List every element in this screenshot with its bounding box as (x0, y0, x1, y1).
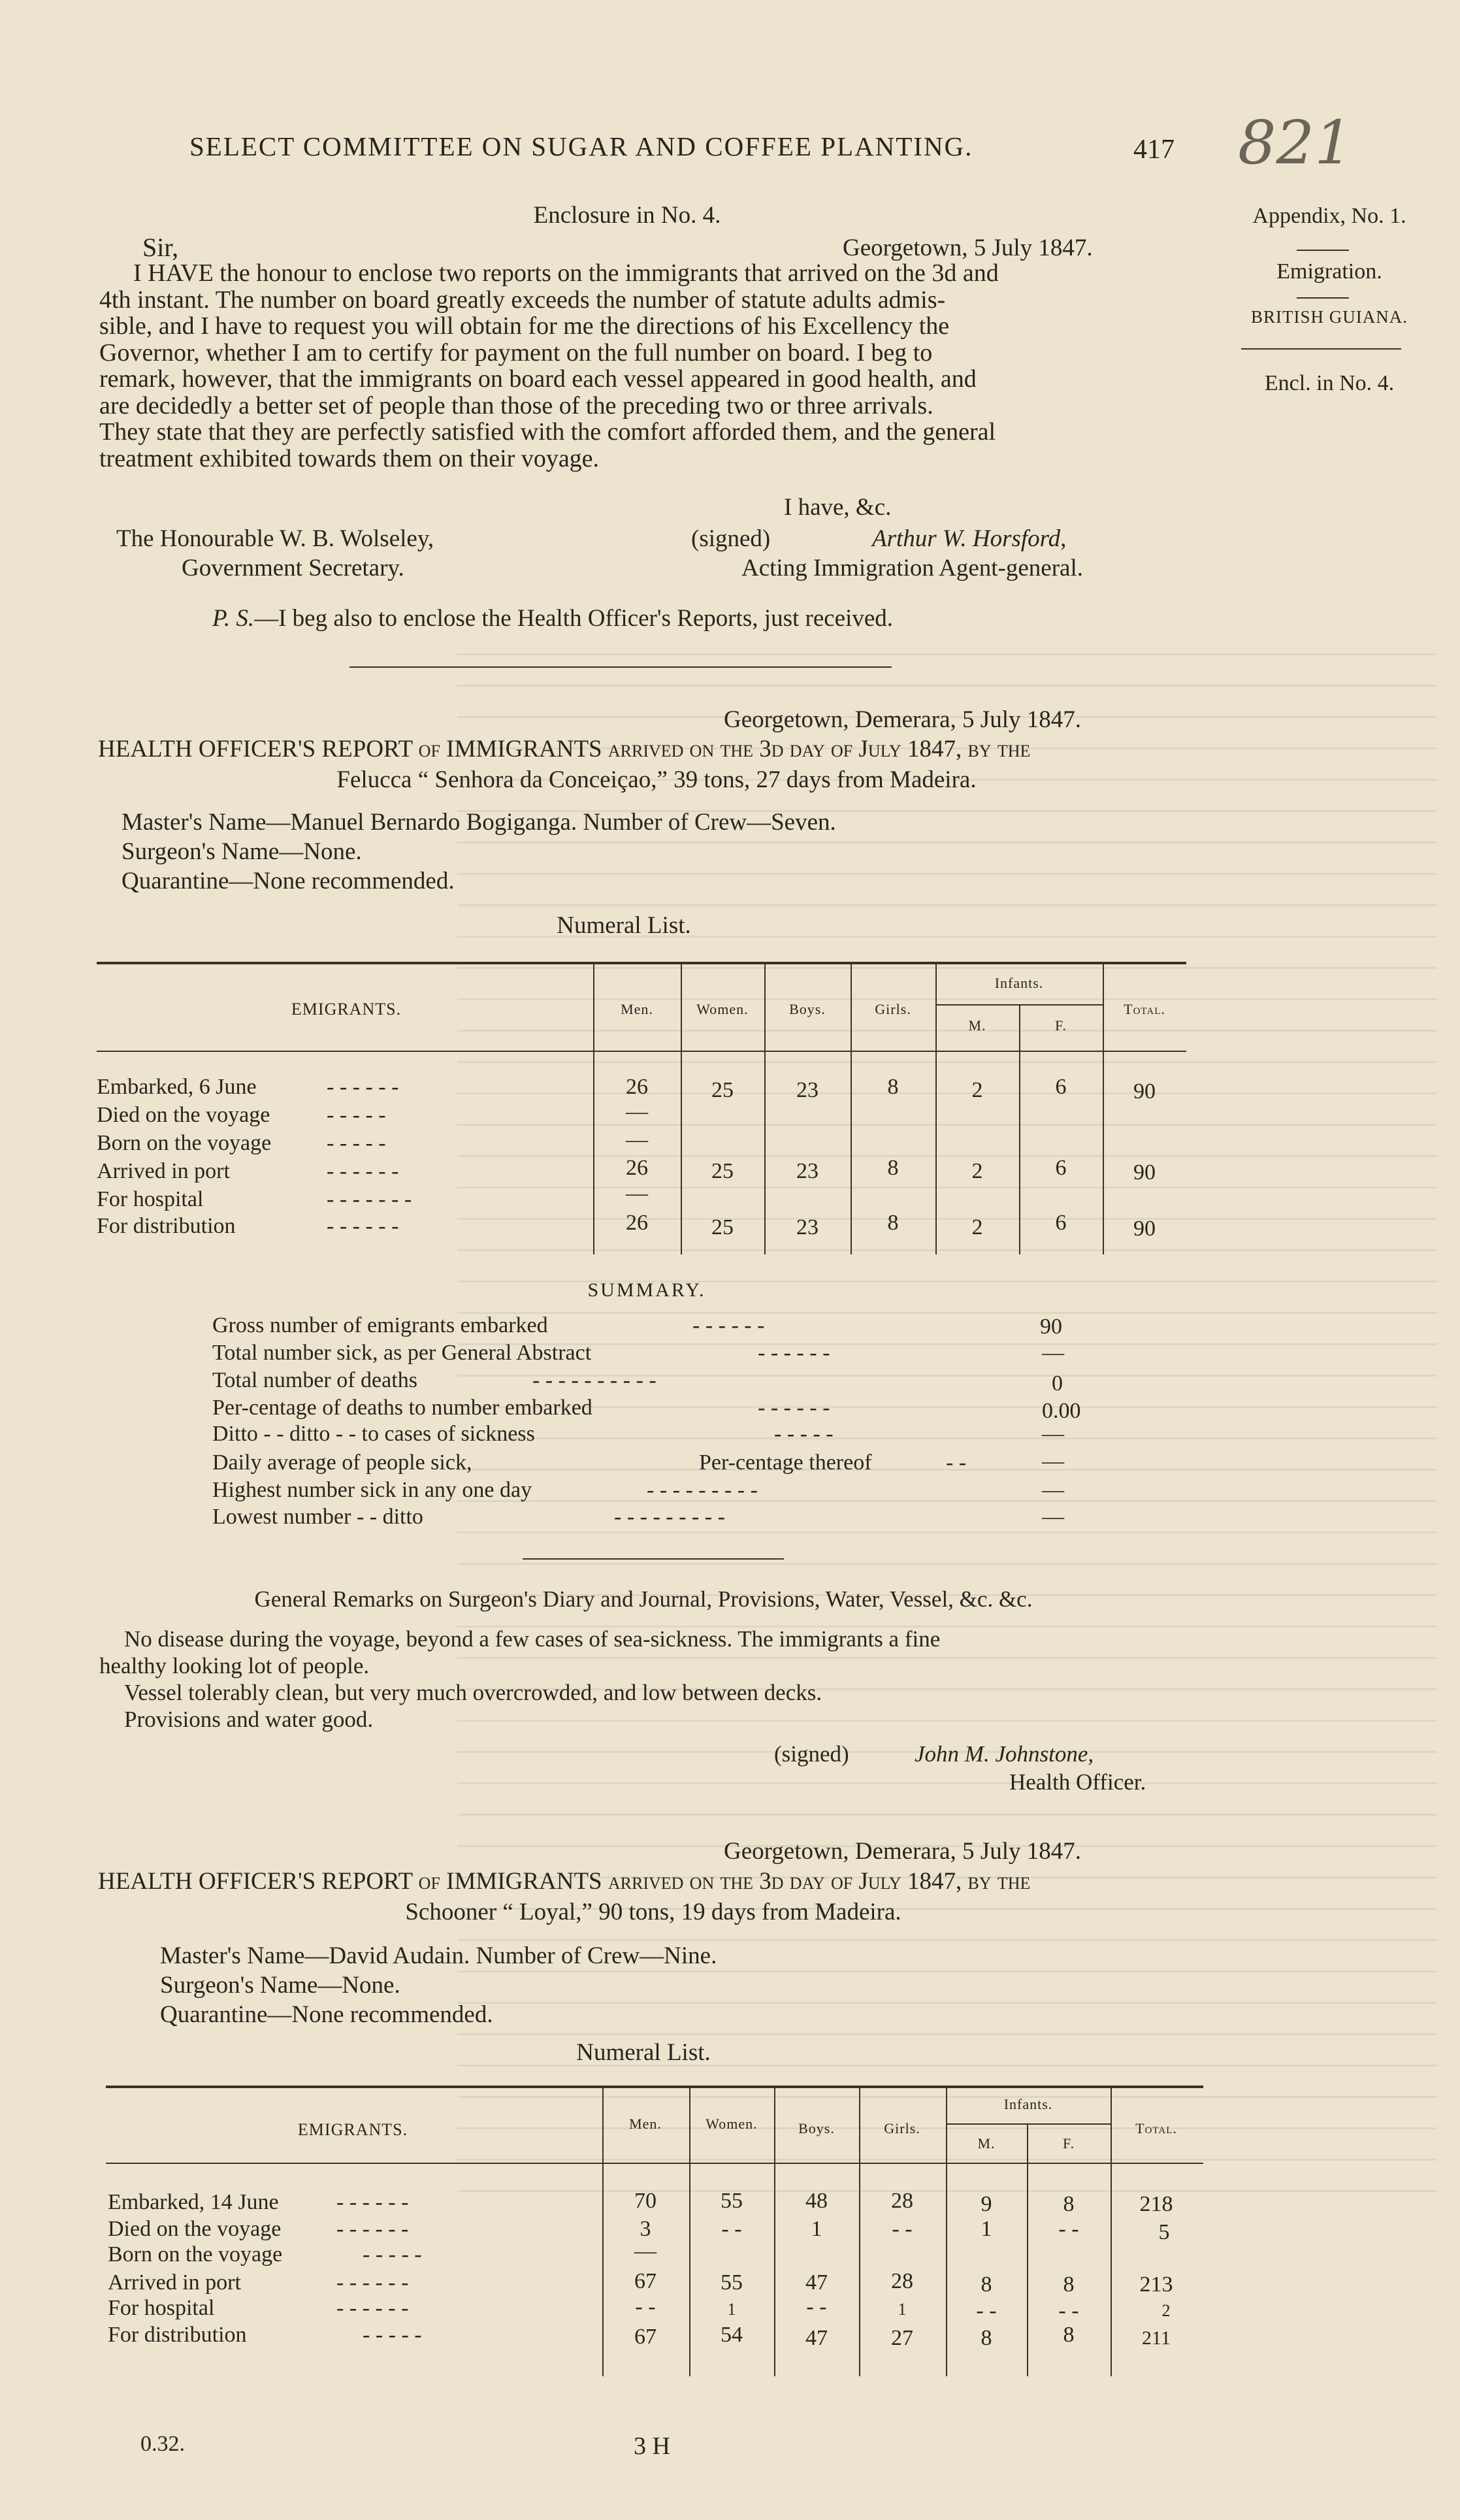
summary-mid: Per-centage thereof (699, 1450, 872, 1475)
col-header-women: Women. (696, 1001, 749, 1017)
col-header-men: Men. (621, 1001, 653, 1017)
report1-signed: (signed) (774, 1741, 849, 1767)
summary-dots: - - - - - - - - - (614, 1505, 725, 1529)
col-header-girls: Girls. (884, 2120, 920, 2136)
cell-total: 2 (1161, 2301, 1171, 2320)
table-col-rule (602, 2086, 604, 2376)
cell-men: — (626, 1128, 648, 1152)
row-label: Born on the voyage (97, 1131, 272, 1155)
cell-boys: 23 (796, 1078, 819, 1102)
summary-heading: SUMMARY. (587, 1279, 706, 1301)
table-col-rule (689, 2086, 690, 2376)
cell-men: 70 (634, 2189, 657, 2213)
letter-line: remark, however, that the immigrants on board each vessel appeared in good health, and (99, 365, 977, 393)
table-header-rule (97, 1051, 1186, 1052)
summary-label: Lowest number - - ditto (212, 1505, 423, 1529)
section-divider (523, 1558, 784, 1560)
margin-rule (1297, 297, 1349, 299)
table-col-rule (935, 962, 937, 1254)
row-dots: - - - - - - (327, 1214, 399, 1238)
bleed-through (457, 653, 1437, 2221)
remarks-body (99, 1626, 940, 1733)
cell-infants-f: 8 (1063, 2323, 1075, 2347)
cell-infants-m: 8 (981, 2326, 992, 2350)
cell-total: 218 (1139, 2192, 1173, 2216)
report2-surgeon: Surgeon's Name—None. (160, 1972, 400, 1999)
cell-infants-m: 2 (971, 1159, 983, 1183)
cell-boys: 48 (805, 2189, 828, 2213)
cell-girls: 8 (887, 1211, 899, 1235)
cell-boys: 47 (805, 2326, 828, 2350)
row-dots: - - - - - - - (327, 1187, 412, 1211)
row-label: For distribution (108, 2323, 247, 2347)
cell-boys: 23 (796, 1215, 819, 1239)
summary-value: — (1042, 1478, 1064, 1502)
col-header-infants-f: F. (1063, 2135, 1075, 2152)
summary-label: Total number sick, as per General Abstract (212, 1341, 592, 1365)
cell-boys: - - (806, 2295, 827, 2319)
letter-body (99, 260, 999, 472)
table-col-rule (1111, 2086, 1112, 2376)
cell-women: 25 (711, 1215, 734, 1239)
summary-value: — (1042, 1449, 1064, 1473)
row-dots: - - - - - (327, 1103, 386, 1127)
row-label: Embarked, 14 June (108, 2190, 279, 2214)
signatory-title: Acting Immigration Agent-general. (741, 555, 1083, 581)
table-header-rule (106, 2163, 1203, 2164)
letter-closing: I have, &c. (784, 494, 892, 521)
row-label: Arrived in port (97, 1159, 230, 1183)
report1-heading-line1: HEALTH OFFICER'S REPORT of IMMIGRANTS arrived on the 3d day of July 1847, by the (98, 736, 1031, 762)
table-col-rule (593, 962, 594, 1254)
report2-place-date: Georgetown, Demerara, 5 July 1847. (724, 1838, 1081, 1865)
cell-infants-f: 6 (1055, 1156, 1067, 1180)
cell-total: 5 (1158, 2220, 1170, 2244)
remarks-heading: General Remarks on Surgeon's Diary and Journal, Provisions, Water, Vessel, &c. &c. (254, 1586, 1033, 1612)
cell-infants-m: - - (976, 2299, 997, 2323)
summary-dots: - - - - - - (758, 1396, 830, 1420)
cell-men: - - (635, 2295, 656, 2319)
table-col-rule (851, 962, 852, 1254)
summary-label: Ditto - - ditto - - to cases of sickness (212, 1422, 535, 1446)
cell-infants-f: - - (1058, 2217, 1079, 2241)
row-label: Died on the voyage (108, 2217, 282, 2241)
summary-dots: - - (946, 1450, 967, 1475)
summary-value: 0 (1052, 1371, 1063, 1396)
cell-women: 25 (711, 1159, 734, 1183)
report1-heading-line2: Felucca “ Senhora da Conceiçao,” 39 tons, 27 days from Madeira. (336, 766, 977, 793)
cell-women: 25 (711, 1078, 734, 1102)
infants-rule (946, 2123, 1111, 2125)
row-dots: - - - - - - (336, 2217, 409, 2241)
letter-place-date: Georgetown, 5 July 1847. (843, 235, 1093, 261)
cell-total: 90 (1133, 1079, 1156, 1104)
cell-infants-m: 9 (981, 2192, 992, 2216)
cell-infants-f: 8 (1063, 2272, 1075, 2297)
letter-line: 4th instant. The number on board greatly exceeds the number of statute adults admis- (99, 286, 946, 314)
cell-infants-f: 6 (1055, 1075, 1067, 1099)
report1-numeral-list: Numeral List. (557, 912, 691, 939)
cell-girls: 8 (887, 1156, 899, 1180)
col-header-girls: Girls. (875, 1001, 911, 1017)
letter-line: sible, and I have to request you will obtain for me the directions of his Excellency the (99, 312, 950, 340)
col-header-men: Men. (629, 2116, 662, 2132)
section-divider (349, 666, 892, 668)
report2-master: Master's Name—David Audain. Number of Crew—Nine. (160, 1942, 717, 1969)
margin-enclosure: Encl. in No. 4. (1264, 371, 1395, 395)
cell-men: 26 (626, 1075, 648, 1099)
cell-total: 90 (1133, 1160, 1156, 1185)
letter-line: Governor, whether I am to certify for payment on the full number on board. I beg to (99, 338, 933, 367)
report2-quarantine: Quarantine—None recommended. (160, 2001, 493, 2028)
table-col-rule (1019, 1004, 1020, 1254)
cell-total: 90 (1133, 1217, 1156, 1241)
margin-colony: BRITISH GUIANA. (1251, 307, 1408, 327)
row-dots: - - - - - - (336, 2296, 409, 2320)
cell-infants-m: 2 (971, 1078, 983, 1102)
ps-text: —I beg also to enclose the Health Officer's Reports, just received. (254, 605, 894, 632)
col-header-emigrants: EMIGRANTS. (297, 2120, 408, 2139)
col-header-boys: Boys. (789, 1001, 826, 1017)
cell-girls: 28 (891, 2269, 913, 2293)
summary-value: — (1042, 1505, 1064, 1529)
cell-women: 55 (721, 2270, 743, 2295)
cell-men: 26 (626, 1156, 648, 1180)
row-label: Born on the voyage (108, 2242, 283, 2266)
cell-men: 67 (634, 2269, 657, 2293)
cell-infants-f: 8 (1063, 2192, 1075, 2216)
row-label: For distribution (97, 1214, 236, 1238)
margin-topic: Emigration. (1276, 259, 1382, 284)
row-dots: - - - - - (327, 1131, 386, 1155)
col-header-infants-m: M. (977, 2135, 996, 2152)
letter-signed: (signed) (691, 525, 771, 552)
infants-rule (935, 1004, 1103, 1006)
cell-men: — (626, 1181, 648, 1205)
table-col-rule (859, 2086, 860, 2376)
row-label: Embarked, 6 June (97, 1075, 257, 1099)
health-officer: John M. Johnstone, (915, 1741, 1094, 1767)
page-number: 417 (1133, 135, 1175, 165)
row-label: For hospital (108, 2296, 215, 2320)
addressee-name: The Honourable W. B. Wolseley, (116, 525, 434, 552)
table-top-rule (106, 2086, 1203, 2088)
summary-label: Total number of deaths (212, 1368, 417, 1392)
col-header-women: Women. (706, 2116, 758, 2132)
enclosure-heading: Enclosure in No. 4. (533, 202, 721, 229)
summary-dots: - - - - - - - - - - (532, 1368, 657, 1392)
remark-line: healthy looking lot of people. (99, 1653, 370, 1678)
summary-label: Gross number of emigrants embarked (212, 1313, 548, 1337)
col-header-total: Total. (1135, 2120, 1177, 2136)
salutation: Sir, (142, 233, 179, 262)
cell-women: - - (721, 2217, 742, 2241)
col-header-boys: Boys. (798, 2120, 835, 2136)
remark-line: Vessel tolerably clean, but very much overcrowded, and low between decks. (124, 1680, 822, 1705)
cell-men: 3 (640, 2217, 651, 2241)
col-header-infants-m: M. (968, 1017, 986, 1034)
row-dots: - - - - - - (336, 2270, 409, 2295)
report1-master: Master's Name—Manuel Bernardo Bogiganga. Number of Crew—Seven. (122, 809, 836, 836)
letter-line: are decidedly a better set of people than those of the preceding two or three arrivals. (99, 391, 933, 419)
row-label: For hospital (97, 1187, 204, 1211)
summary-label: Highest number sick in any one day (212, 1478, 532, 1502)
row-dots: - - - - - (363, 2242, 422, 2266)
margin-rule (1241, 348, 1401, 350)
row-dots: - - - - - - (327, 1075, 399, 1099)
letter-line: treatment exhibited towards them on their voyage. (99, 444, 600, 472)
table-col-rule (774, 2086, 775, 2376)
margin-rule (1297, 250, 1349, 251)
col-header-infants: Infants. (994, 975, 1044, 991)
cell-total: 211 (1142, 2327, 1171, 2349)
footer-number: 0.32. (140, 2432, 185, 2456)
col-header-emigrants: EMIGRANTS. (291, 1000, 402, 1019)
table-col-rule (1103, 962, 1104, 1254)
summary-dots: - - - - - (774, 1422, 834, 1446)
cell-girls: 28 (891, 2189, 913, 2213)
cell-boys: 1 (811, 2217, 822, 2241)
col-header-total: Total. (1124, 1001, 1165, 1017)
remark-line: Provisions and water good. (124, 1707, 374, 1732)
table-col-rule (1027, 2123, 1028, 2376)
cell-men: — (634, 2239, 657, 2263)
col-header-infants: Infants. (1003, 2096, 1053, 2112)
report2-heading-line2: Schooner “ Loyal,” 90 tons, 19 days from Madeira. (405, 1899, 901, 1925)
report2-numeral-list: Numeral List. (576, 2039, 711, 2066)
letter-line: They state that they are perfectly satisfied with the comfort afforded them, and the general (99, 418, 996, 446)
cell-men: 67 (634, 2325, 657, 2349)
cell-infants-m: 2 (971, 1215, 983, 1239)
folio-mark: 821 (1238, 108, 1353, 178)
cell-girls: 8 (887, 1075, 899, 1099)
margin-appendix: Appendix, No. 1. (1252, 204, 1406, 228)
row-label: Died on the voyage (97, 1103, 270, 1127)
summary-dots: - - - - - - (758, 1341, 830, 1365)
col-header-infants-f: F. (1055, 1017, 1067, 1034)
summary-value: — (1042, 1341, 1064, 1365)
summary-value: — (1042, 1422, 1064, 1446)
report2-heading-line1: HEALTH OFFICER'S REPORT of IMMIGRANTS arrived on the 3d day of July 1847, by the (98, 1868, 1031, 1895)
summary-label: Daily average of people sick, (212, 1450, 472, 1475)
table-col-rule (946, 2086, 947, 2376)
summary-value: 0.00 (1042, 1399, 1081, 1423)
ps-label: P. S. (212, 605, 255, 632)
cell-infants-m: 8 (981, 2272, 992, 2297)
cell-girls: - - (892, 2217, 913, 2241)
row-dots: - - - - - - (327, 1159, 399, 1183)
signatory: Arthur W. Horsford, (872, 525, 1067, 552)
table-col-rule (764, 962, 766, 1254)
cell-infants-m: 1 (981, 2217, 992, 2241)
letter-line: I HAVE the honour to enclose two reports on the immigrants that arrived on the 3d and (133, 259, 999, 287)
cell-girls: 1 (898, 2300, 907, 2319)
row-label: Arrived in port (108, 2270, 241, 2295)
remark-line: No disease during the voyage, beyond a few cases of sea-sickness. The immigrants a fine (124, 1626, 941, 1652)
health-officer-title: Health Officer. (1009, 1769, 1146, 1795)
cell-women: 1 (727, 2300, 736, 2319)
summary-dots: - - - - - - - - - (647, 1478, 758, 1502)
table-col-rule (681, 962, 682, 1254)
cell-girls: 27 (891, 2326, 913, 2350)
cell-men: 26 (626, 1211, 648, 1235)
cell-women: 55 (721, 2189, 743, 2213)
cell-infants-f: 6 (1055, 1211, 1067, 1235)
cell-men: — (626, 1100, 648, 1124)
report1-surgeon: Surgeon's Name—None. (122, 838, 362, 865)
cell-boys: 47 (805, 2270, 828, 2295)
row-dots: - - - - - - (336, 2190, 409, 2214)
report1-quarantine: Quarantine—None recommended. (122, 868, 455, 894)
cell-infants-f: - - (1058, 2299, 1079, 2323)
cell-women: 54 (721, 2323, 743, 2347)
cell-boys: 23 (796, 1159, 819, 1183)
signature-mark: 3 H (634, 2432, 670, 2460)
report1-place-date: Georgetown, Demerara, 5 July 1847. (724, 706, 1081, 733)
table-top-rule (97, 962, 1186, 964)
row-dots: - - - - - (363, 2323, 422, 2347)
summary-dots: - - - - - - (692, 1313, 765, 1337)
addressee-title: Government Secretary. (182, 555, 404, 581)
running-title: SELECT COMMITTEE ON SUGAR AND COFFEE PLANTING. (189, 131, 973, 161)
summary-value: 90 (1040, 1315, 1062, 1339)
cell-total: 213 (1139, 2272, 1173, 2297)
summary-label: Per-centage of deaths to number embarked (212, 1396, 592, 1420)
postscript (212, 604, 893, 632)
